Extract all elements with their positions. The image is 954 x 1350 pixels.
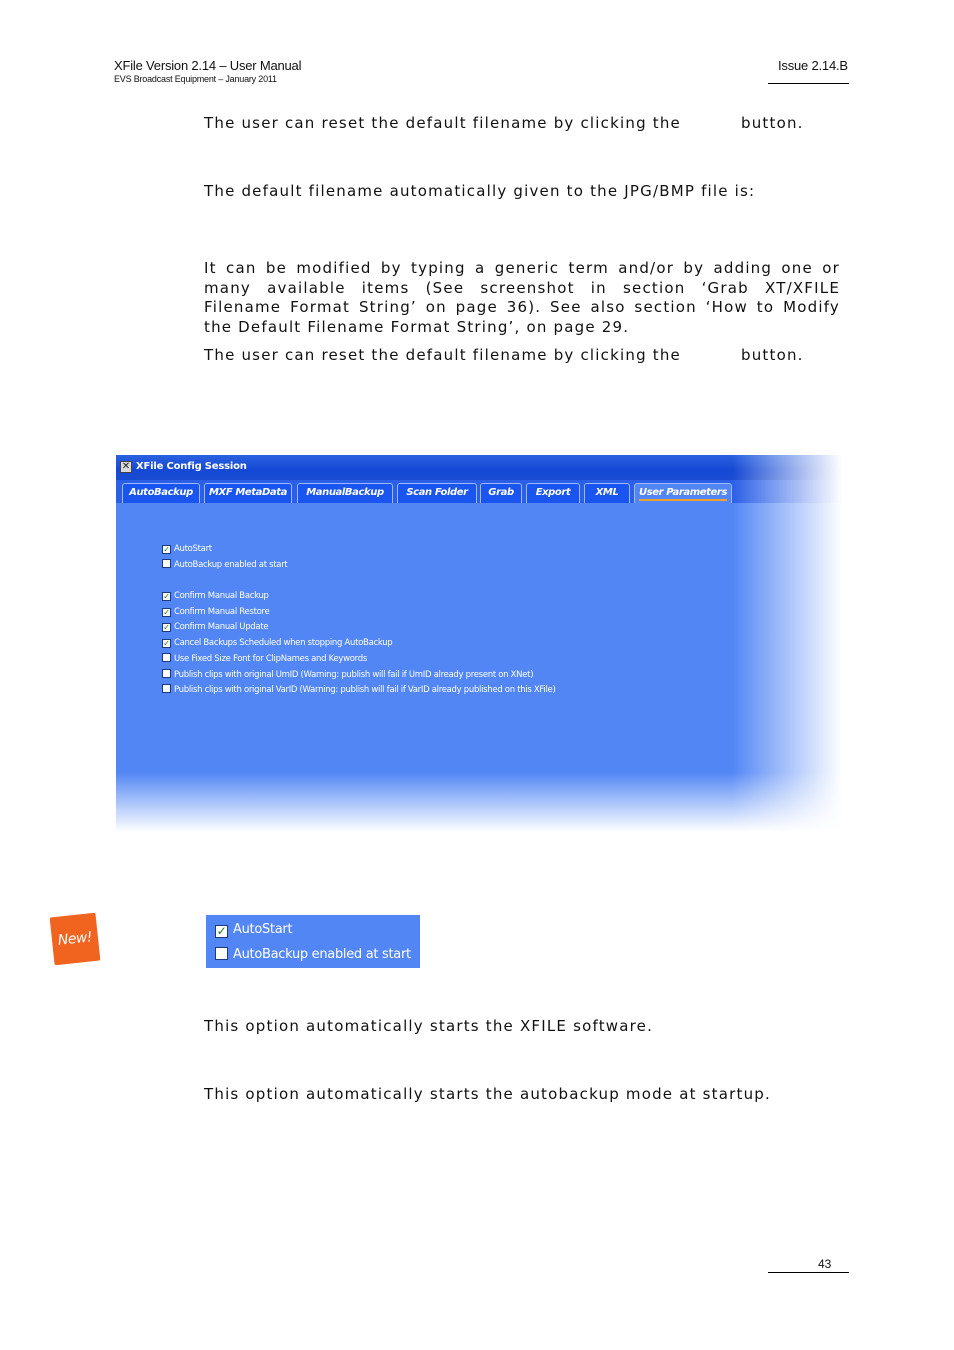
autobackup-description: This option automatically starts the autobackup mode at startup. [204,1085,771,1103]
window-titlebar [116,455,842,480]
checkbox-unchecked-icon[interactable] [215,947,228,960]
user-parameters-panel [116,503,842,832]
option-confirm-manual-update[interactable]: ✓ Confirm Manual Update [163,622,269,632]
footer-rule [768,1272,849,1273]
header-issue: Issue 2.14.B [778,58,848,73]
tab-xml[interactable]: XML [584,483,630,503]
option-publish-umid[interactable]: Publish clips with original UmID (Warning: publish will fail if UmID already present on XNet) [162,669,533,681]
option-cancel-backups[interactable]: ✓ Cancel Backups Scheduled when stopping AutoBackup [163,638,393,648]
option-autostart[interactable]: ✓ AutoStart [163,544,212,554]
tab-bar [116,480,842,503]
zoomed-options-screenshot [206,915,420,968]
reset-text-after: button. [740,346,804,364]
reset-text-before: The user can reset the default filename by clicking the [204,114,681,132]
checkbox-checked-icon[interactable]: ✓ [163,545,170,554]
option-confirm-manual-restore[interactable]: ✓ Confirm Manual Restore [163,607,270,617]
checkbox-checked-icon[interactable]: ✓ [216,924,227,938]
option-confirm-manual-backup[interactable]: ✓ Confirm Manual Backup [163,591,269,601]
tab-mxf-metadata[interactable]: MXF MetaData [204,483,292,503]
checkbox-checked-icon[interactable]: ✓ [163,608,170,617]
tab-user-parameters[interactable]: User Parameters [634,483,732,503]
header-subtitle: EVS Broadcast Equipment – January 2011 [114,74,277,84]
reset-paragraph-1 [204,114,840,134]
tab-scan-folder[interactable]: Scan Folder [397,483,477,503]
checkbox-unchecked-icon[interactable] [162,669,171,678]
autostart-description: This option automatically starts the XFILE software. [204,1017,654,1035]
reset-paragraph-2 [204,346,840,366]
checkbox-checked-icon[interactable]: ✓ [163,639,170,648]
tab-grab[interactable]: Grab [480,483,522,503]
tab-export[interactable]: Export [526,483,580,503]
app-icon: ✕ [121,461,131,472]
zoom-option-autostart[interactable]: ✓ AutoStart [216,922,293,938]
checkbox-unchecked-icon[interactable] [162,653,171,662]
tab-autobackup[interactable]: AutoBackup [122,483,200,503]
header-rule [768,83,849,84]
reset-text-after: button. [740,114,804,132]
checkbox-unchecked-icon[interactable] [162,684,171,693]
modify-paragraph: It can be modified by typing a generic term and/or by adding one or many available items (See screenshot in section ‘Grab XT/XFILE Filename Format String’ on page 36). See also section ‘How to Modify the Default Filename Format String’, on page 29. [204,259,840,336]
new-badge: New! [50,913,101,966]
page-number: 43 [818,1257,832,1271]
option-autobackup-enabled[interactable]: AutoBackup enabled at start [162,559,287,571]
option-publish-varid[interactable]: Publish clips with original VarID (Warning: publish will fail if VarID already published on this XFile) [162,684,555,696]
config-window-screenshot [116,455,842,832]
header-title: XFile Version 2.14 – User Manual [114,58,302,73]
checkbox-checked-icon[interactable]: ✓ [163,623,170,632]
option-fixed-size-font[interactable]: Use Fixed Size Font for ClipNames and Keywords [162,653,367,665]
tab-manualbackup[interactable]: ManualBackup [297,483,393,503]
checkbox-checked-icon[interactable]: ✓ [163,592,170,601]
checkbox-unchecked-icon[interactable] [162,559,171,568]
reset-text-before: The user can reset the default filename by clicking the [204,346,681,364]
zoom-option-autobackup-enabled[interactable]: AutoBackup enabled at start [215,947,411,963]
default-filename-paragraph: The default filename automatically given to the JPG/BMP file is: [204,182,756,200]
window-title: XFile Config Session [136,461,247,472]
